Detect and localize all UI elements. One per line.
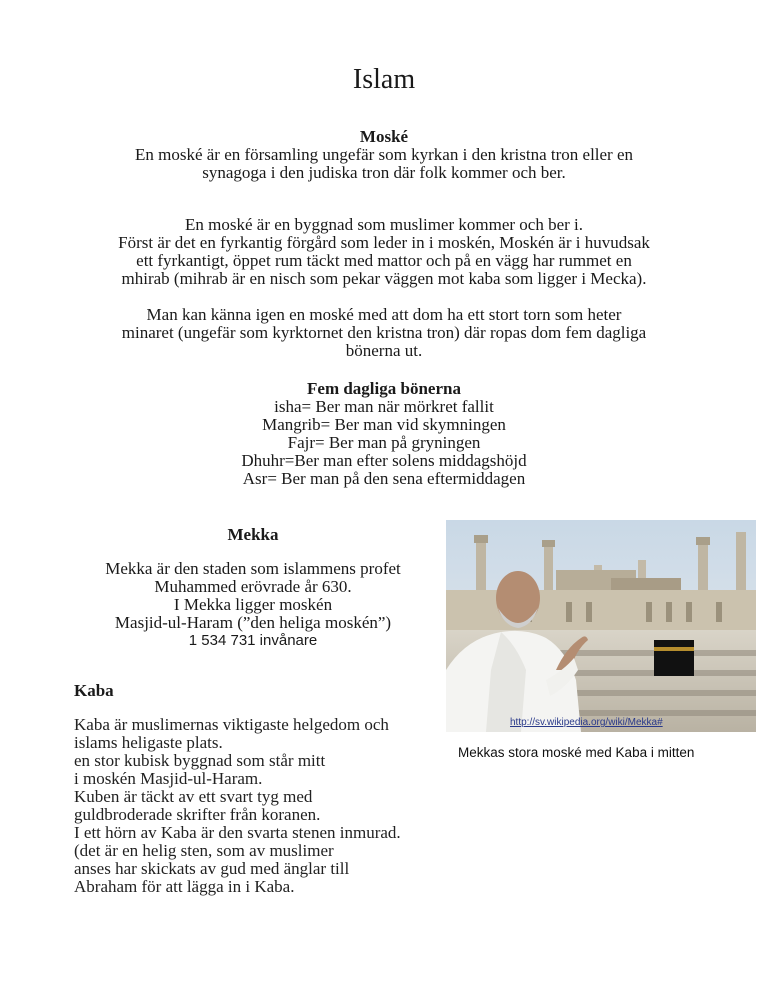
page-title: Islam	[352, 64, 416, 95]
mekka-line: Muhammed erövrade år 630.	[154, 577, 352, 596]
moske-paragraph-2	[40, 216, 728, 288]
mekka-line: Masjid-ul-Haram (”den heliga moskén”)	[114, 613, 392, 632]
mekka-section	[70, 526, 436, 650]
prayers-section	[40, 380, 728, 488]
moske-p1-line: En moské är en församling ungefär som kyrkan i den kristna tron eller en	[134, 145, 634, 164]
moske-p2-line: En moské är en byggnad som muslimer kommer och ber i.	[185, 215, 583, 234]
moske-p3-line: Man kan känna igen en moské med att dom ha ett stort torn som heter	[146, 305, 622, 324]
moske-p1-line: synagoga i den judiska tron där folk kommer och ber.	[202, 163, 566, 182]
moske-heading: Moské	[359, 127, 409, 146]
prayer-item: Asr= Ber man på den sena eftermiddagen	[242, 469, 526, 488]
mekka-population: 1 534 731 invånare	[188, 632, 318, 649]
moske-section	[40, 128, 728, 182]
moske-paragraph-3	[40, 306, 728, 360]
moske-p2-line: mhirab (mihrab är en nisch som pekar väggen mot kaba som ligger i Mecka).	[121, 269, 647, 288]
kaba-heading: Kaba	[74, 681, 114, 700]
mekka-line: I Mekka ligger moskén	[173, 595, 333, 614]
kaba-text: Kaba är muslimernas viktigaste helgedom och islams heligaste plats. en stor kubisk byggnad som står mitt i moskén Masjid-ul-Haram. Kuben är täckt av ett svart tyg med guldbroderade skrifter från koranen. I ett hörn av Kaba är den svarta stenen inmurad. (det är en helig sten, som av muslimer anses har skickats av gud med änglar till Abraham för att lägga in i Kaba.	[74, 715, 401, 896]
prayer-item: Dhuhr=Ber man efter solens middagshöjd	[241, 451, 527, 470]
image-credit-link[interactable]: http://sv.wikipedia.org/wiki/Mekka#	[510, 717, 663, 728]
prayer-item: Fajr= Ber man på gryningen	[287, 433, 481, 452]
mekka-heading: Mekka	[227, 525, 279, 544]
mekka-line: Mekka är den staden som islammens profet	[105, 559, 401, 578]
moske-p3-line: bönerna ut.	[345, 341, 423, 360]
prayers-heading: Fem dagliga bönerna	[307, 379, 461, 398]
moske-p2-line: ett fyrkantigt, öppet rum täckt med mattor och på en vägg har rummet en	[136, 251, 632, 270]
mecca-mosque-photo	[446, 520, 756, 732]
moske-p2-line: Först är det en fyrkantig förgård som leder in i moskén, Moskén är i huvudsak	[118, 233, 650, 252]
prayer-item: Mangrib= Ber man vid skymningen	[262, 415, 506, 434]
prayer-item: isha= Ber man när mörkret fallit	[274, 397, 494, 416]
moske-p3-line: minaret (ungefär som kyrktornet den kristna tron) där ropas dom fem dagliga	[121, 323, 647, 342]
image-caption: Mekkas stora moské med Kaba i mitten	[458, 745, 695, 760]
